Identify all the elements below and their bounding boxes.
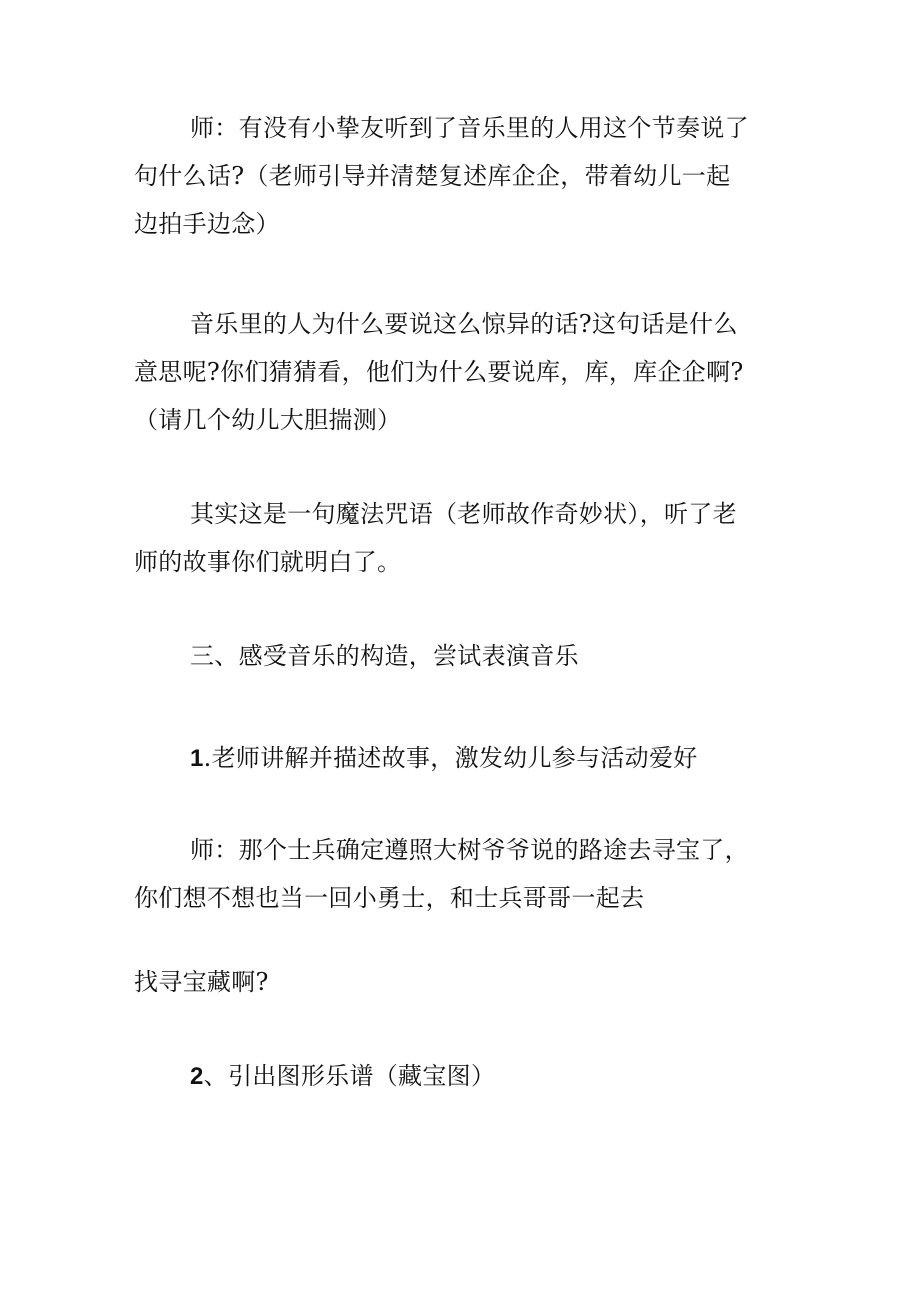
list-item-text: .老师讲解并描述故事，激发幼儿参与活动爱好 (203, 744, 698, 772)
text-line: 音乐里的人为什么要说这么惊异的话?这句话是什么 (190, 310, 738, 338)
text-line: 句什么话?（老师引导并清楚复述库企企，带着幼儿一起 (134, 162, 731, 190)
text-line: 师：有没有小挚友听到了音乐里的人用这个节奏说了 (190, 114, 749, 142)
paragraph-find-treasure (134, 958, 794, 1006)
text-line (134, 1052, 794, 1101)
text-line: 意思呢?你们猜猜看，他们为什么要说库，库，库企企啊? (134, 358, 744, 386)
paragraph-magic-spell (134, 490, 794, 586)
paragraph-teacher-question (134, 104, 794, 248)
text-line: 其实这是一句魔法咒语（老师故作奇妙状），听了老 (190, 500, 737, 528)
text-line: 师：那个士兵确定遵照大树爷爷说的路途去寻宝了， (190, 836, 749, 864)
paragraph-soldier-treasure (134, 826, 794, 922)
paragraph-why-question (134, 300, 794, 444)
list-number: 1 (190, 745, 204, 772)
list-item-text: 、引出图形乐谱（藏宝图） (203, 1062, 496, 1090)
text-line: 师的故事你们就明白了。 (134, 548, 402, 576)
text-line: 边拍手边念） (134, 210, 280, 238)
text-line: 找寻宝藏啊? (134, 968, 269, 996)
text-line (134, 734, 794, 783)
section-heading-three (134, 632, 794, 680)
text-line: 三、感受音乐的构造，尝试表演音乐 (190, 642, 579, 670)
list-number: 2 (190, 1063, 204, 1090)
text-line: 你们想不想也当一回小勇士，和士兵哥哥一起去 (134, 884, 645, 912)
list-item-2 (134, 1052, 794, 1101)
text-line: （请几个幼儿大胆揣测） (134, 406, 402, 434)
list-item-1 (134, 734, 794, 783)
